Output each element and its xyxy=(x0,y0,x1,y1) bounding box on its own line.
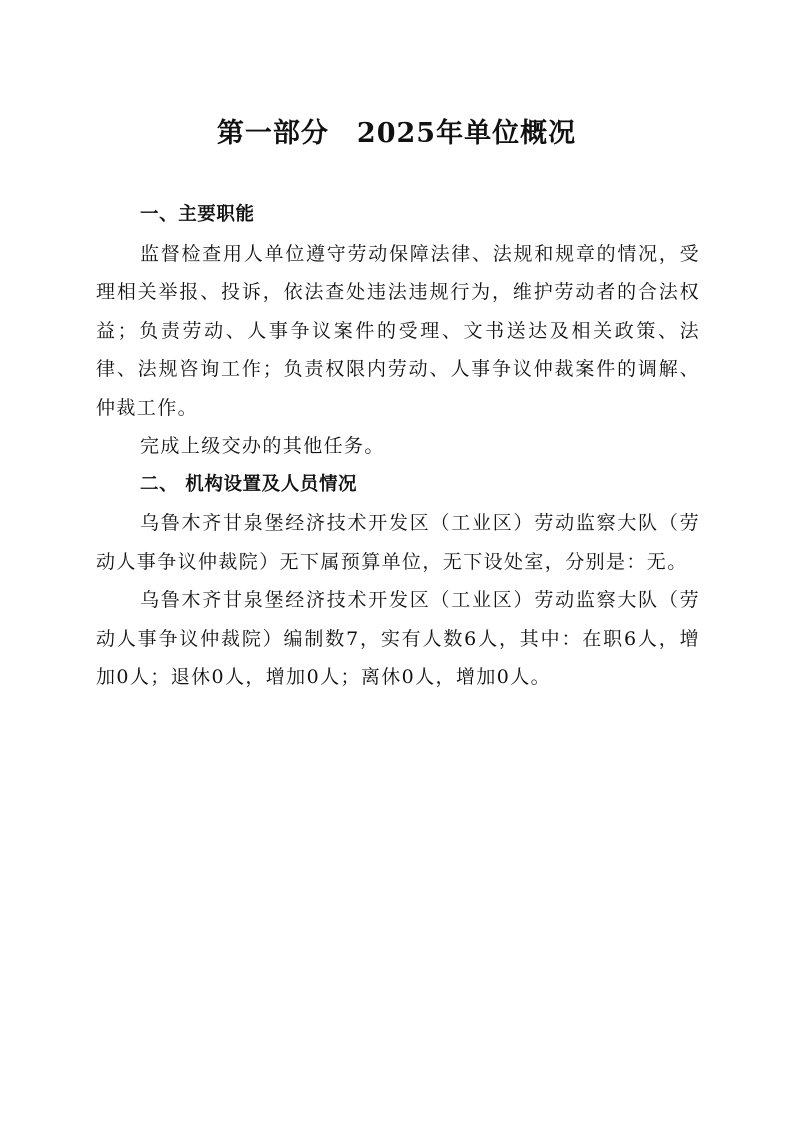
paragraph-main-functions: 监督检查用人单位遵守劳动保障法律、法规和规章的情况，受理相关举报、投诉，依法查处违法违规行为，维护劳动者的合法权益；负责劳动、人事争议案件的受理、文书送达及相关政策、法律、法规咨询工作；负责权限内劳动、人事争议仲裁案件的调解、仲裁工作。 xyxy=(96,242,700,419)
page-title: 第一部分 2025年单位概况 xyxy=(216,118,577,149)
paragraph-organization-structure: 乌鲁木齐甘泉堡经济技术开发区（工业区）劳动监察大队（劳动人事争议仲裁院）无下属预算单位，无下设处室，分别是：无。 xyxy=(96,512,700,573)
document-body xyxy=(96,196,700,697)
section-heading-main-functions: 一、主要职能 xyxy=(140,204,255,225)
section-heading-organization: 二、 机构设置及人员情况 xyxy=(140,473,358,495)
paragraph-other-tasks: 完成上级交办的其他任务。 xyxy=(140,435,385,457)
paragraph-staffing: 乌鲁木齐甘泉堡经济技术开发区（工业区）劳动监察大队（劳动人事争议仲裁院）编制数7，实有人数6人，其中：在职6人，增加0人；退休0人，增加0人；离休0人，增加0人。 xyxy=(96,589,700,688)
